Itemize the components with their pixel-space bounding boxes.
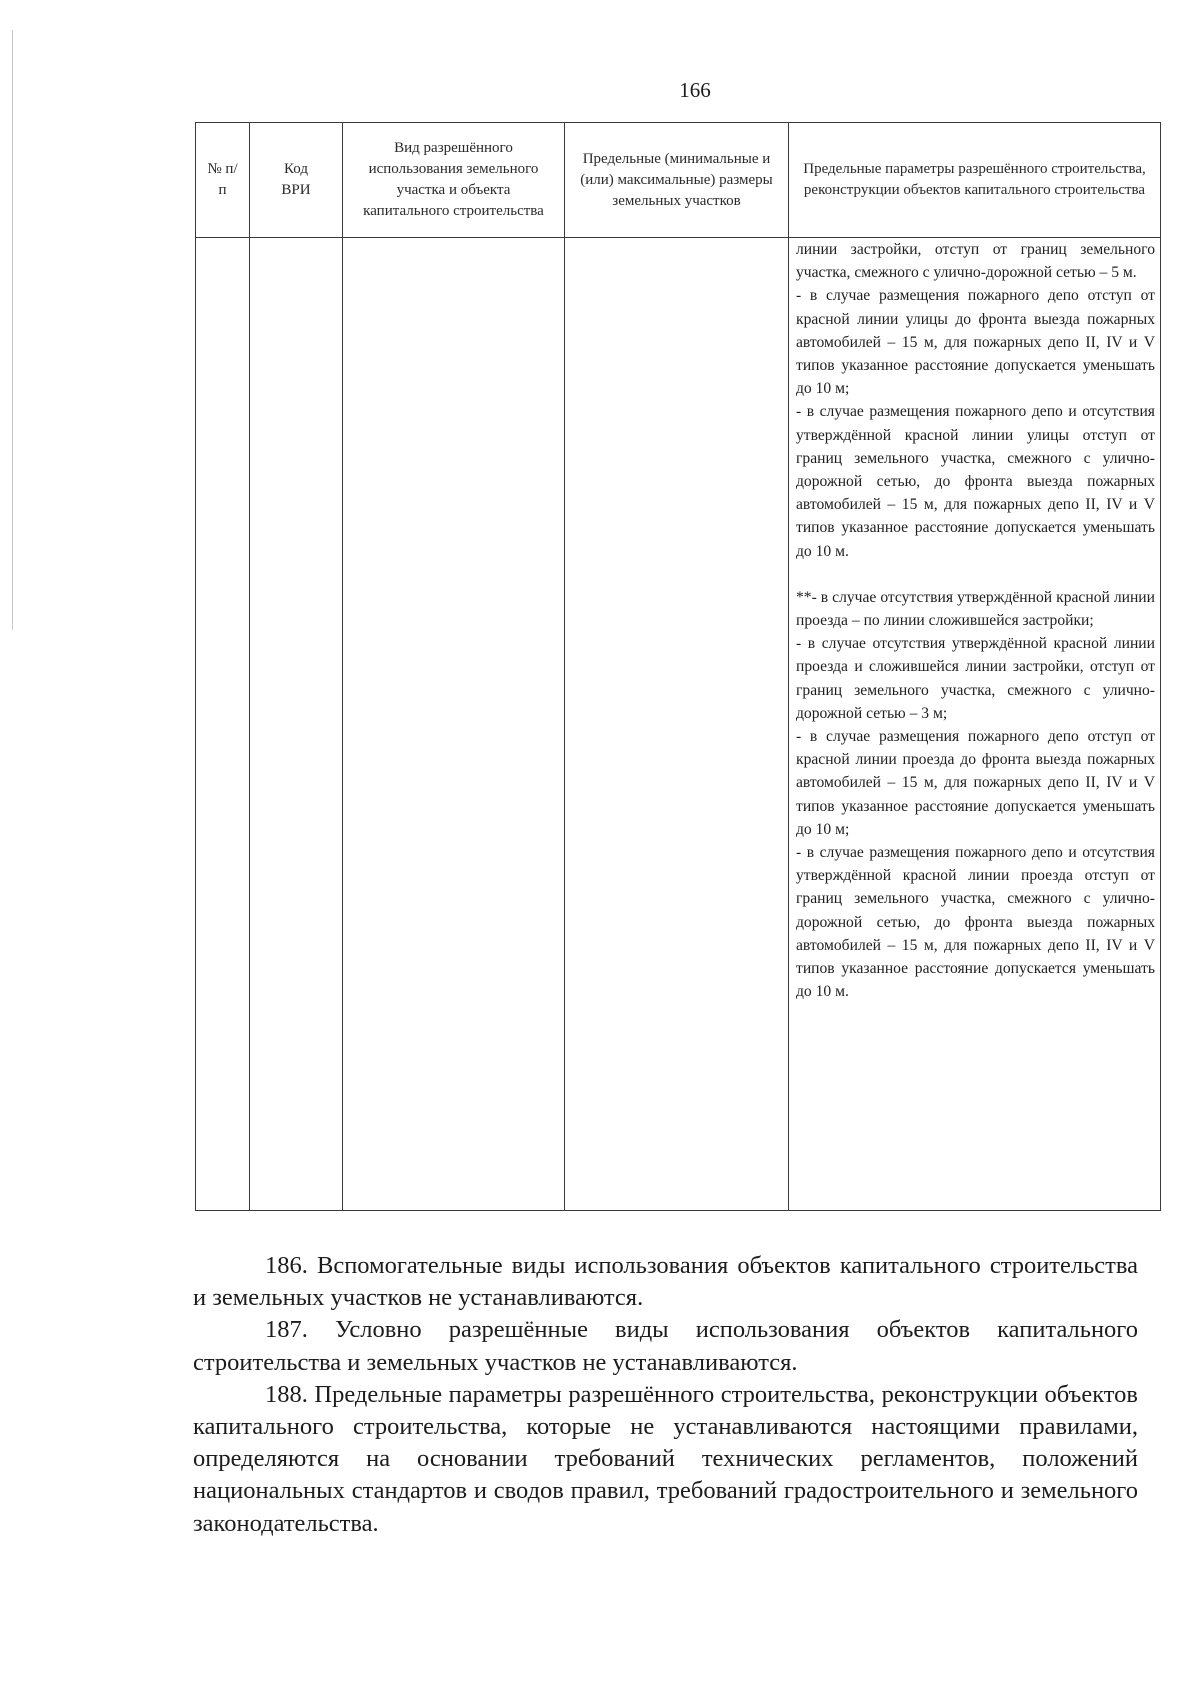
header-sizes-label: Предельные (минимальные и (или) максимальные) размеры земельных участков (580, 150, 773, 209)
header-num-label: № п/п (207, 161, 238, 198)
header-kind (343, 123, 565, 238)
header-sizes (565, 123, 789, 238)
params-line: - в случае размещения пожарного депо и отсутствия утверждённой красной линии улицы отступ от границ земельного участка, смежного с улично-дорожной сетью, до фронта выезда пожарных автомобилей – 15 м, для пожарных депо II, IV и V типов указанное расстояние допускается уменьшать до 10 м. (796, 403, 1155, 560)
page-number: 166 (679, 78, 711, 102)
header-num (196, 123, 250, 238)
params-line: - в случае размещения пожарного депо отступ от красной линии проезда до фронта выезда пожарных автомобилей – 15 м, для пожарных депо II, IV и V типов указанное расстояние допускается уменьшать до 10 м; (796, 728, 1155, 838)
cell-kind (343, 238, 565, 1211)
scan-edge-line (12, 30, 13, 630)
cell-params (789, 238, 1161, 1211)
vri-table (195, 122, 1161, 1211)
table-header-row (196, 123, 1161, 238)
header-code-label: Код ВРИ (281, 161, 311, 198)
params-line: - в случае размещения пожарного депо и отсутствия утверждённой красной линии проезда отступ от границ земельного участка, смежного с улично-дорожной сетью, до фронта выезда пожарных автомобилей – 15 м, для пожарных депо II, IV и V типов указанное расстояние допускается уменьшать до 10 м. (796, 844, 1155, 1001)
cell-code (250, 238, 343, 1211)
paragraph-188: 188. Предельные параметры разрешённого строительства, реконструкции объектов капитального строительства, которые не устанавливаются настоящими правилами, определяются на основании требований технических регламентов, положений национальных стандартов и сводов правил, требований градостроительного и земельного законодательства. (193, 1380, 1138, 1537)
paragraph-186: 186. Вспомогательные виды использования объектов капитального строительства и земельных участков не устанавливаются. (193, 1252, 1138, 1312)
header-kind-label: Вид разрешённого использования земельного участка и объекта капитального строительства (363, 140, 544, 219)
params-line: линии застройки, отступ от границ земельного участка, смежного с улично-дорожной сетью – 5 м. (796, 241, 1155, 282)
cell-num (196, 238, 250, 1211)
paragraph-187: 187. Условно разрешённые виды использования объектов капитального строительства и земельных участков не устанавливаются. (193, 1316, 1138, 1376)
header-code (250, 123, 343, 238)
table-row (196, 238, 1161, 1211)
cell-sizes (565, 238, 789, 1211)
header-params (789, 123, 1161, 238)
body-text (193, 1250, 1138, 1540)
params-line: **- в случае отсутствия утверждённой красной линии проезда – по линии сложившейся застройки; (796, 588, 1155, 630)
params-line: - в случае размещения пожарного депо отступ от красной линии улицы до фронта выезда пожарных автомобилей – 15 м, для пожарных депо II, IV и V типов указанное расстояние допускается уменьшать до 10 м; (796, 287, 1155, 398)
params-line: - в случае отсутствия утверждённой красной линии проезда и сложившейся линии застройки, отступ от границ земельного участка, смежного с улично-дорожной сетью – 3 м; (796, 635, 1155, 722)
header-params-label: Предельные параметры разрешённого строительства, реконструкции объектов капитального строительства (803, 161, 1146, 198)
